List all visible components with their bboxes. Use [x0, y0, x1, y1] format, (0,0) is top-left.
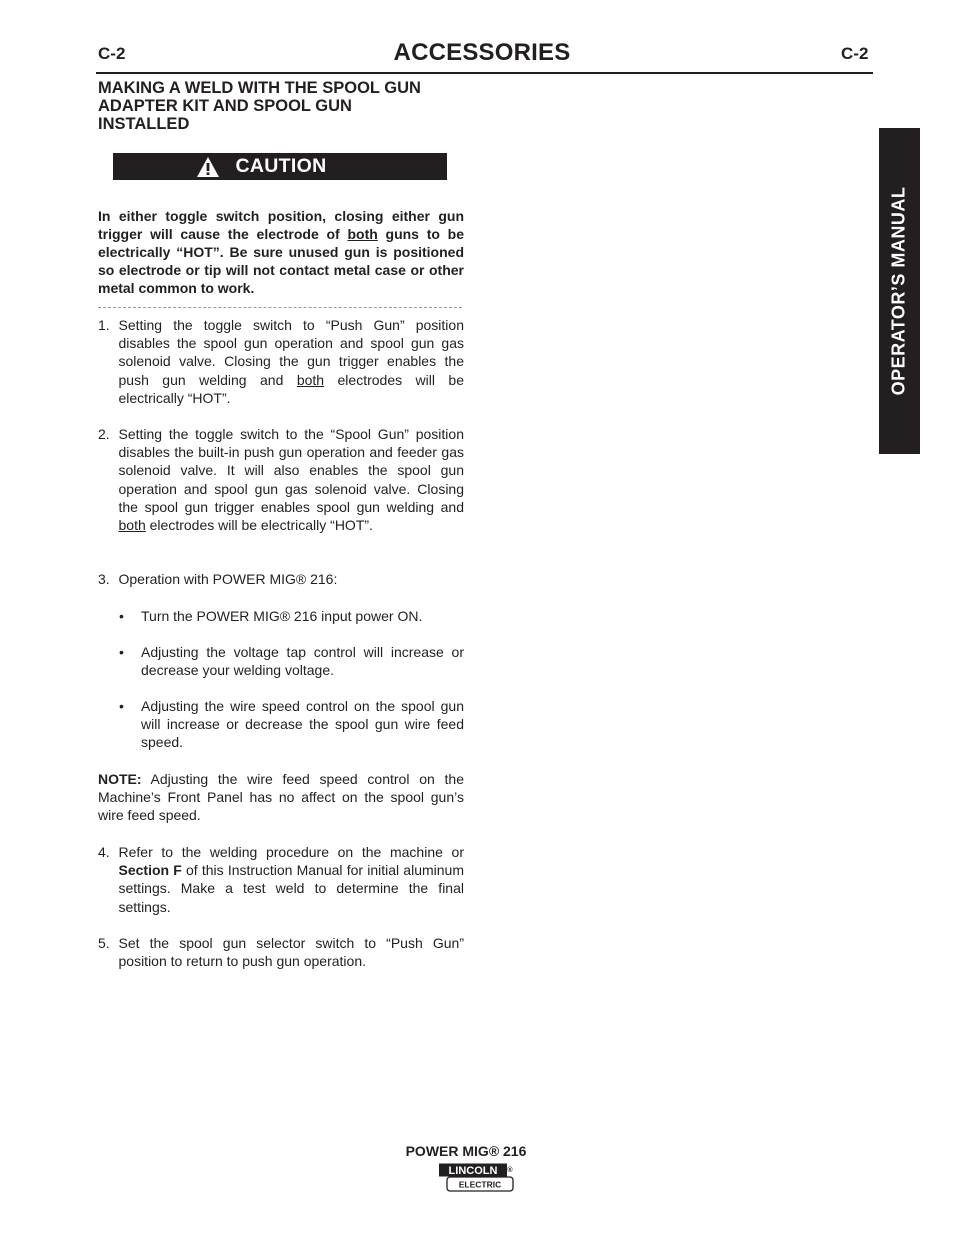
- note-label: NOTE:: [98, 771, 142, 787]
- bullet-item: [119, 697, 464, 752]
- dashed-divider: [98, 307, 462, 308]
- caution-banner: [113, 153, 447, 180]
- bullet-marker: •: [119, 608, 124, 624]
- step-number: 2.: [98, 426, 110, 442]
- side-tab-label: OPERATOR’S MANUAL: [888, 186, 909, 396]
- page-code-left: C-2: [98, 44, 126, 63]
- step-text: Refer to the welding procedure on the machine or: [118, 844, 464, 860]
- caution-text: [98, 207, 464, 297]
- section-heading-line: ADAPTER KIT AND SPOOL GUN: [98, 97, 352, 115]
- caution-emphasis: both: [347, 226, 378, 242]
- bullet-text: Turn the POWER MIG® 216 input power ON.: [141, 608, 423, 624]
- footer-model-name: POWER MIG® 216: [405, 1143, 527, 1159]
- step-item: [98, 843, 464, 916]
- step-number: 4.: [98, 844, 110, 860]
- note-paragraph: [98, 770, 464, 825]
- step-text: Operation with POWER MIG® 216:: [118, 571, 338, 587]
- section-heading-line: MAKING A WELD WITH THE SPOOL GUN: [98, 79, 421, 97]
- step-number: 1.: [98, 317, 110, 333]
- caution-text-part: In either toggle switch position, closing either gun trigger will cause the electrode of: [98, 208, 464, 242]
- step-item: [98, 934, 464, 970]
- step-text: Setting the toggle switch to the “Spool Gun” position disables the built-in push gun operation and feeder gas solenoid valve. It will also enables the spool gun operation and spool gun gas solenoid valve. Closing the spool gun trigger enables spool gun welding and: [118, 426, 464, 515]
- logo-text-line2: ELECTRIC: [458, 1179, 502, 1190]
- bullet-marker: •: [119, 644, 124, 660]
- warning-triangle-icon: [196, 156, 220, 178]
- step-text: electrodes will be electrically “HOT”.: [145, 517, 373, 534]
- logo-text-line1: LINCOLN: [448, 1165, 498, 1177]
- section-heading: [98, 79, 478, 133]
- step-item: [98, 316, 464, 407]
- bullet-marker: •: [119, 698, 124, 714]
- bullet-item: [119, 607, 464, 625]
- step-text: electrodes will be electrically “HOT”.: [118, 371, 465, 406]
- section-reference: Section F: [118, 862, 182, 879]
- header-divider: [96, 72, 873, 74]
- page-code-right: C-2: [841, 44, 869, 63]
- step-text: of this Instruction Manual for initial aluminum settings. Make a test weld to determine the final settings.: [118, 862, 464, 915]
- lincoln-electric-logo: [438, 1163, 514, 1193]
- step-text: Set the spool gun selector switch to “Push Gun” position to return to push gun operation.: [118, 935, 464, 970]
- logo-registered-mark: ®: [507, 1167, 513, 1174]
- step-emphasis: both: [296, 371, 325, 388]
- caution-label: CAUTION: [235, 155, 327, 177]
- page-title: ACCESSORIES: [393, 39, 571, 66]
- step-item: [98, 570, 464, 588]
- bullet-text: Adjusting the voltage tap control will increase or decrease your welding voltage.: [141, 644, 464, 679]
- caution-text-part: guns to be electrically “HOT”. Be sure unused gun is positioned so electrode or tip will not contact metal case or other metal common to work.: [98, 226, 464, 296]
- step-number: 3.: [98, 571, 110, 587]
- bullet-text: Adjusting the wire speed control on the spool gun will increase or decrease the spool gun wire feed speed.: [141, 698, 464, 751]
- step-item: [98, 425, 464, 534]
- step-text: Setting the toggle switch to “Push Gun” position disables the spool gun operation and spool gun gas solenoid valve. Closing the gun trigger enables the push gun welding and: [118, 317, 464, 388]
- note-text: Adjusting the wire feed speed control on the Machine’s Front Panel has no affect on the spool gun’s wire feed speed.: [98, 771, 464, 824]
- step-number: 5.: [98, 935, 110, 951]
- bullet-item: [119, 643, 464, 679]
- section-heading-line: INSTALLED: [98, 115, 190, 133]
- step-emphasis: both: [118, 517, 146, 534]
